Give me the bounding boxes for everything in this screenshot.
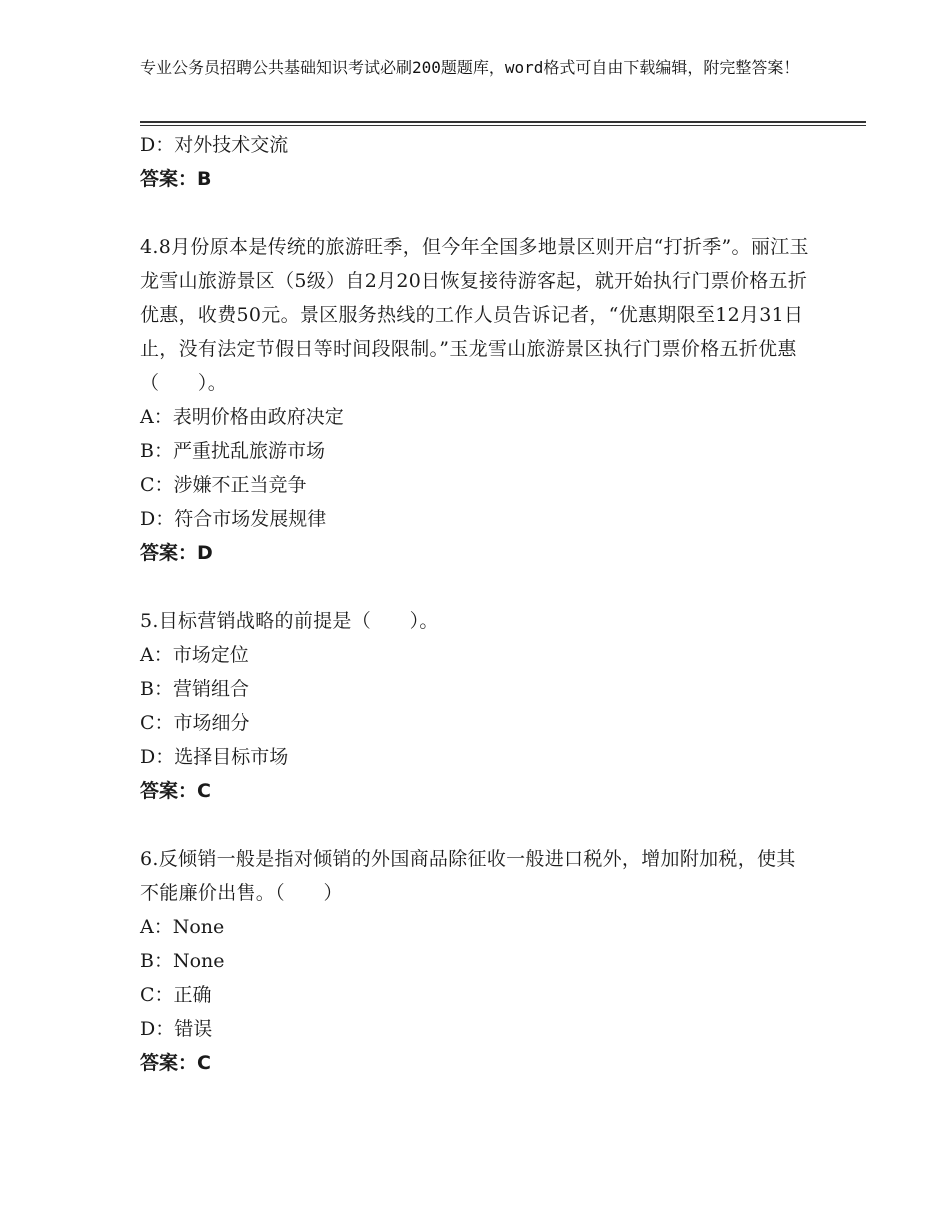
answer: 答案：C [140,1052,211,1074]
option-d: D：对外技术交流 [140,134,289,156]
answer: 答案：C [140,780,211,802]
option-c: C：涉嫌不正当竞争 [140,474,307,496]
question-5 [140,604,840,808]
answer: 答案：B [140,168,212,190]
option-a: A：None [140,916,225,938]
option-b: B：营销组合 [140,678,249,700]
option-d: D：符合市场发展规律 [140,508,327,530]
question-6 [140,842,840,1080]
question-4 [140,230,840,570]
header-rule-thin [140,125,866,126]
option-b: B：None [140,950,225,972]
option-d: D：错误 [140,1018,213,1040]
document-body [140,128,840,1080]
question-stem: 6.反倾销一般是指对倾销的外国商品除征收一般进口税外，增加附加税，使其不能廉价出售。（ ） [140,848,796,904]
header-rule [140,121,866,123]
option-b: B：严重扰乱旅游市场 [140,440,325,462]
option-a: A：市场定位 [140,644,249,666]
option-a: A：表明价格由政府决定 [140,406,344,428]
option-d: D：选择目标市场 [140,746,289,768]
option-c: C：正确 [140,984,212,1006]
option-c: C：市场细分 [140,712,250,734]
answer: 答案：D [140,542,213,564]
question-stem: 4.8月份原本是传统的旅游旺季，但今年全国多地景区则开启“打折季”。丽江玉龙雪山旅游景区（5级）自2月20日恢复接待游客起，就开始执行门票价格五折优惠，收费50元。景区服务热线的工作人员告诉记者，“优惠期限至12月31日止，没有法定节假日等时间段限制。”玉龙雪山旅游景区执行门票价格五折优惠（ ）。 [140,236,809,394]
page-header: 专业公务员招聘公共基础知识考试必刷200题题库，word格式可自由下载编辑，附完整答案！ [140,58,800,77]
question-stem: 5.目标营销战略的前提是（ ）。 [140,610,439,632]
